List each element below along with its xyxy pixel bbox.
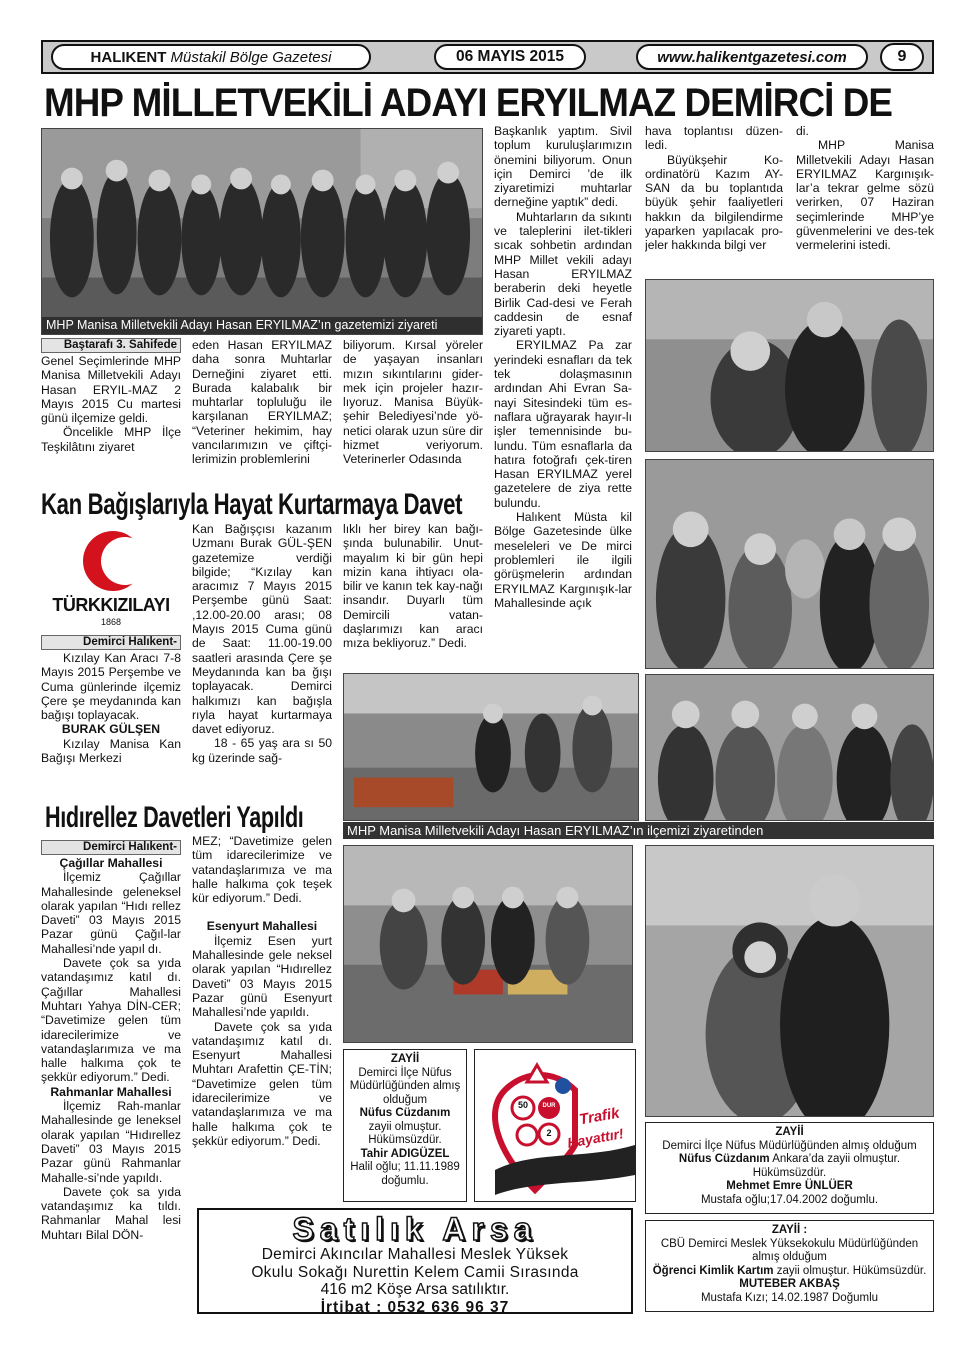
header-date-pill bbox=[434, 44, 586, 70]
issue-date: 06 MAYIS 2015 bbox=[455, 48, 564, 65]
photo-market-image bbox=[344, 674, 638, 820]
notice3-title: ZAYİİ : bbox=[771, 1224, 808, 1236]
photo-family-image bbox=[646, 460, 933, 668]
main-col-3 bbox=[343, 338, 483, 478]
header-paper-pill bbox=[51, 44, 371, 70]
main-col6-p2: MHP Manisa Milletvekili Adayı Hasan ERYILMAZ Kargınışık-lar’a tekrar gelme sözü verirken, 07 Haziran seçimlerinde MHP’ye güvenmelerini ve des-tek vermelerini istedi. bbox=[796, 138, 934, 253]
blood-col2-p2: 18 - 65 yaş ara sı 50 kg üzerinde sağ- bbox=[192, 736, 332, 765]
hidrellez-sub-cagillar: Çağıllar Mahallesi bbox=[59, 856, 163, 870]
photo-hidrellez bbox=[343, 845, 633, 1043]
group-photo-image bbox=[42, 129, 482, 334]
land-ad-line3: 416 m2 Köşe Arsa satılıktır. bbox=[320, 1281, 510, 1298]
main-col-6 bbox=[796, 124, 934, 270]
photo-family bbox=[645, 459, 934, 669]
traffic-text-2: Hayattır! bbox=[566, 1125, 625, 1151]
main-col1-p1: Genel Seçimlerinde MHP Manisa Milletvekili Adayı Hasan ERYIL-MAZ 2 Mayıs 2015 Cu martesi günü ilçemize geldi. bbox=[41, 354, 181, 426]
notice1-line1: Demirci İlçe Nüfus Müdürlüğünden almış olduğum bbox=[349, 1066, 461, 1106]
hidrellez-col2-p3: Davete çok sa yıda vatandaşımız katıl dı. Esenyurt Mahallesi Muhtarı Arafettin ÇE-TİN; “Davetimize gelen tüm idarecilerimize ve vatandaşlarımıza ve ma halle halkıma çok te şekkür ediyorum.” Dedi. bbox=[192, 1019, 332, 1148]
notice1-line2: zayii olmuştur. Hükümsüzdür. bbox=[368, 1120, 442, 1146]
hidrellez-col2-p2: İlçemiz Esen yurt Mahallesinde gele neksel olarak yapılan “Hıdırellez Daveti” 03 Mayıs 2015 Pazar günü Esenyurt Mahallesi’nde yapıldı. bbox=[192, 933, 332, 1020]
blood-dateline: Demirci Halıkent- bbox=[41, 635, 181, 650]
hidrellez-col1-p2: Davete çok sa yıda vatandaşımız katıl dı. Çağıllar Mahallesi Muhtarı Yahya DİN-CER; “Davetimize gelen tüm idarecilerimize ve vatandaşlarımıza ve ma halle halkıma çok te şekkür ediyorum.” Dedi. bbox=[41, 956, 181, 1085]
website-link[interactable]: www.halikentgazetesi.com bbox=[657, 48, 847, 66]
photo-elderly-woman bbox=[645, 845, 934, 1117]
notice1-bold: Nüfus Cüzdanım bbox=[359, 1107, 451, 1119]
kizilay-logo bbox=[41, 525, 181, 629]
blood-headline: Kan Bağışlarıyla Hayat Kurtarmaya Davet bbox=[41, 488, 463, 521]
blood-col-3 bbox=[343, 522, 483, 667]
visit-caption-bar bbox=[343, 822, 934, 839]
hidrellez-sub-esenyurt: Esenyurt Mahallesi bbox=[206, 919, 318, 934]
land-ad-line2: Okulu Sokağı Nurettin Kelem Camii Sırasında bbox=[251, 1263, 579, 1281]
photo-elderly-man-image bbox=[646, 280, 933, 451]
hidrellez-headline: Hıdırellez Davetleri Yapıldı bbox=[45, 801, 304, 834]
header-website-pill bbox=[636, 44, 868, 70]
hidrellez-col1-p4: Davete çok sa yıda vatandaşımız ka tıldı. Rahmanlar Mahal lesi Muhtarı Bilal DÖN- bbox=[41, 1184, 181, 1242]
main-photo-group bbox=[41, 128, 483, 335]
main-col4-p2: Muhtarların da sıkıntı ve taleplerini ilet-tikleri sıcak sohbetin ardından MHP Millet vekili adayı Hasan ERYILMAZ beraberin deki heyetle Birlik Cad-desi ve Ferah caddesin de esnaf ziyareti yaptı. bbox=[494, 209, 632, 339]
main-headline: MHP MİLLETVEKİLİ ADAYI ERYILMAZ DEMİRCİ DE bbox=[44, 81, 893, 125]
blood-col-2 bbox=[192, 522, 332, 792]
notice2-name: Mehmet Emre ÜNLÜER bbox=[726, 1180, 853, 1192]
main-col-2 bbox=[192, 338, 332, 478]
main-col-5 bbox=[645, 124, 783, 270]
photo-elderly-woman-image bbox=[646, 846, 933, 1116]
main-col4-p1: Başkanlık yaptım. Sivil toplum kuruluşlarımızın önemini biliyorum. Onun için Demirci ’de ilk ziyaretimizi muhtarlar derneğine yaptık” dedi. bbox=[494, 124, 632, 210]
notice3-line2: zayii olmuştur. Hükümsüzdür. bbox=[776, 1264, 927, 1277]
hidrellez-col2-p1: MEZ; “Davetimize gelen tüm idarecilerimize ve vatandaşlarımıza ve ma halle halkıma çok teşek kür ediyorum.” Dedi. bbox=[192, 834, 332, 906]
notice2-line1: Demirci İlçe Nüfus Müdürlüğünden almış olduğum bbox=[662, 1139, 917, 1152]
main-col2-p1: eden Hasan ERYILMAZ daha sonra Muhtarlar Derneğini ziyaret etti. Burada kalabalık bir muhtarlar topluluğu ile karşılanan ERYILMAZ; “Veteriner hekimim, hay vancılarımızın ve çiftçi-lerimizin problemlerini bbox=[192, 338, 332, 467]
hidrellez-col-2 bbox=[192, 834, 332, 1204]
blood-col-1 bbox=[41, 635, 181, 795]
main-col1-p2: Öncelikle MHP İlçe Teşkilâtını ziyaret bbox=[41, 425, 181, 454]
hidrellez-sub-rahmanlar: Rahmanlar Mahallesi bbox=[50, 1084, 172, 1099]
main-dateline: Baştarafı 3. Sahifede bbox=[41, 338, 181, 353]
blood-col1-p2: Kızılay Manisa Kan Bağışı Merkezi bbox=[41, 736, 181, 766]
hidrellez-dateline: Demirci Halıkent- bbox=[41, 840, 181, 855]
main-col4-p4: Halıkent Müsta kil Bölge Gazetesinde ülke meseleleri ve De mirci problemleri ile ilgili görüşmelerin ardından ERYILMAZ Kargınışık-lar Mahallesinde açık bbox=[494, 510, 632, 610]
kizilay-logo-year: 1868 bbox=[100, 617, 122, 627]
notice3-line3: Mustafa Kızı; 14.02.1987 Doğumlu bbox=[700, 1291, 879, 1304]
main-col4-p3: ERYILMAZ Pa zar yerindeki esnafları da tek tek dolaşmasının ardından Ahi Evran Sa-nayi Sitesindeki tüm es-naflara uğrayarak hayır-lı işler temennisinde bu-lundu. Tüm esnaflarla da hatıra fotoğrafı çek-tiren Hasan ERYILMAZ yerel gazetelere de ziya rette bulundu. bbox=[494, 338, 632, 510]
notice1-line3: Halil oğlu; 11.11.1989 doğumlu. bbox=[350, 1161, 460, 1187]
traffic-sign-2: 2 bbox=[546, 1128, 552, 1138]
notice1-title: ZAYİİ bbox=[390, 1053, 420, 1065]
visit-caption: MHP Manisa Milletvekili Adayı Hasan ERYILMAZ’ın ilçemizi ziyaretinden bbox=[347, 823, 764, 838]
blood-col1-p1: Kızılay Kan Aracı 7-8 Mayıs 2015 Perşembe ve Cuma günlerinde ilçemiz Çere şe meydanında kan bağışı toplayacak. bbox=[41, 651, 181, 723]
notice3-bold: Öğrenci Kimlik Kartım bbox=[652, 1264, 774, 1277]
photo-market bbox=[343, 673, 639, 821]
photo-shop-group-image bbox=[646, 675, 933, 820]
hidrellez-col1-p1: İlçemiz Çağıllar Mahallesinde geleneksel olarak yapılan “Hıdı rellez Daveti” 03 Mayıs 2015 Pazar günü Çağıl-lar Mahallesi’nde yapıl dı. bbox=[41, 870, 181, 956]
paper-name: HALIKENT bbox=[90, 48, 167, 66]
notice-zayii-2 bbox=[645, 1122, 934, 1214]
land-ad-line1: Demirci Akıncılar Mahallesi Meslek Yüksek bbox=[261, 1246, 569, 1263]
notice2-bold: Nüfus Cüzdanım bbox=[678, 1153, 770, 1165]
blood-col2-p1: Kan Bağışçısı kazanım Uzmanı Burak GÜL-ŞEN gazetemize verdiği bilgide; “Kızılay kan aracımız 7 Mayıs 2015 Perşembe günü Saat: ,12.00-20.00 arası; 08 Mayıs 2015 Cuma günü de Saat: 11.00-19.00 saatleri arasında Çere şe Meydanında kan ba ğışı toplayacak. Demirci halkımızı kan bağışla rıyla hayat kurtarmaya davet ediyoruz. bbox=[192, 522, 332, 737]
notice3-line1: CBÜ Demirci Meslek Yüksekokulu Müdürlüğünden almış olduğum bbox=[660, 1237, 919, 1263]
blood-col3-p1: lıklı her birey kan bağı-şında bulunabilir. Unut-mayalım ki bir gün hepi mizin kana ihtiyacı ola-bilir ve kanın tek kay-nağı insandır. Duyarlı tüm Demircili vatan-daşlarımızı kan aracı mıza bekliyoruz.” Dedi. bbox=[343, 522, 483, 651]
kizilay-logo-text: TÜRKKIZILAYI bbox=[52, 595, 170, 615]
hidrellez-col-1 bbox=[41, 840, 181, 1320]
traffic-sign-50: 50 bbox=[517, 1100, 528, 1110]
photo-shop-group bbox=[645, 674, 934, 821]
traffic-text-1: Trafik bbox=[577, 1104, 621, 1129]
photo-elderly-man bbox=[645, 279, 934, 452]
notice3-name: MUTEBER AKBAŞ bbox=[739, 1278, 840, 1290]
main-col3-p1: biliyorum. Kırsal yöreler de yaşayan insanları mızın sıkıntılarını gider-mek için projeler hazır-lıyoruz. Manisa Büyük-şehir Belediyesi’nde yö-netici olarak uzun süre dir hizmet veriyorum. Veterinerler Odasında bbox=[343, 338, 483, 467]
header-page-pill bbox=[880, 43, 924, 71]
notice2-line3: Mustafa oğlu;17.04.2002 doğumlu. bbox=[700, 1193, 879, 1206]
notice-zayii-3 bbox=[645, 1220, 934, 1312]
land-ad bbox=[197, 1208, 633, 1314]
paper-subtitle: Müstakil Bölge Gazetesi bbox=[170, 48, 332, 66]
traffic-ad bbox=[474, 1049, 636, 1202]
notice-zayii-1 bbox=[343, 1049, 467, 1202]
traffic-sign-dur: DUR bbox=[542, 1103, 556, 1109]
page-number: 9 bbox=[897, 48, 907, 65]
notice2-line2: Ankara’da zayii olmuştur. Hükümsüzdür. bbox=[752, 1153, 901, 1179]
blood-author: BURAK GÜLŞEN bbox=[61, 722, 161, 737]
main-col-4 bbox=[494, 124, 632, 664]
notice2-title: ZAYİİ bbox=[775, 1126, 804, 1138]
main-col-1 bbox=[41, 338, 181, 478]
land-ad-phone: İrtibat : 0532 636 96 37 bbox=[320, 1298, 510, 1316]
hidrellez-col1-p3: İlçemiz Rah-manlar Mahallesinde ge leneksel olarak yapılan “Hıdırellez Daveti” 03 Mayıs 2015 Pazar günü Rahmanlar Mahalle-si’nde yapıldı. bbox=[41, 1099, 181, 1185]
notice1-name: Tahir ADIGÜZEL bbox=[360, 1147, 450, 1160]
main-photo-caption: MHP Manisa Milletvekili Adayı Hasan ERYILMAZ’ın gazetemizi ziyareti bbox=[42, 317, 482, 334]
land-ad-title: Satılık Arsa bbox=[292, 1211, 538, 1247]
photo-hidrellez-image bbox=[344, 846, 632, 1042]
main-col5-p1: hava toplantısı düzen-ledi. bbox=[645, 124, 783, 153]
main-col6-p1: di. bbox=[796, 124, 809, 138]
main-col5-p2: Büyükşehir Ko-ordinatörü Kazım AY-SAN da bu toplantıda büyük şehir faaliyetleri hakkın da bilgilendirme yaparken yapılacak pro-jeler hakkında bilgi ver bbox=[645, 152, 783, 253]
